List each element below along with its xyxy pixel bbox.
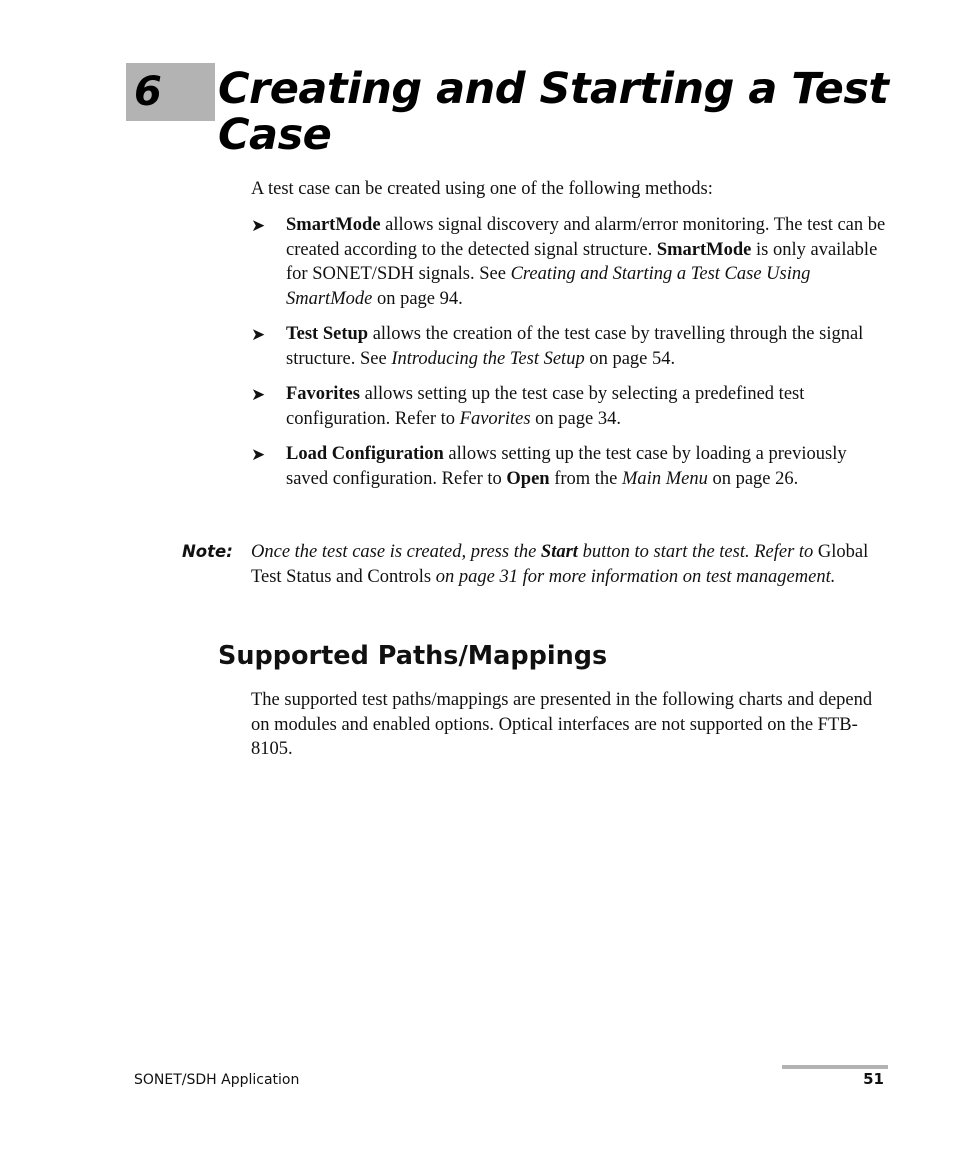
item-text: allows the creation of the test case by travelling through the signal structure. See: [286, 324, 864, 369]
chapter-title: Creating and Starting a Test Case: [218, 64, 889, 160]
list-item-favorites: [251, 382, 891, 431]
term-smartmode-2: SmartMode: [656, 239, 752, 260]
item-text: on page 34.: [530, 408, 621, 429]
item-text: on page 54.: [584, 348, 676, 369]
note-label: Note:: [182, 542, 233, 561]
section-paragraph: The supported test paths/mappings are presented in the following charts and depend on modules and enabled options. Optical interfaces are not supported on the FTB-8105.: [251, 690, 873, 759]
intro-paragraph: A test case can be created using one of the following methods:: [251, 179, 713, 199]
page-number: 51: [863, 1070, 884, 1088]
cross-reference-link[interactable]: Global Test Status and Controls: [251, 542, 869, 587]
term-load-configuration: Load Configuration: [286, 444, 444, 464]
list-item-load-configuration: [251, 442, 891, 491]
start-button-reference: Start: [540, 542, 578, 562]
arrow-bullet-icon: ➤: [251, 385, 266, 405]
item-text: allows setting up the test case by selecting a predefined test configuration. Refer to: [286, 384, 805, 429]
note-text-part: Once the test case is created, press the: [251, 542, 541, 562]
note-text-part: on page 31 for more information on test management.: [431, 566, 836, 587]
method-list: [251, 213, 891, 502]
term-favorites: Favorites: [286, 384, 360, 404]
item-text: from the: [549, 468, 623, 489]
note-text-part: button to start the test. Refer to: [577, 542, 818, 562]
footer-document-title: SONET/SDH Application: [134, 1072, 300, 1088]
item-text: allows setting up the test case by loading a previously saved configuration. Refer to: [286, 444, 847, 489]
item-text: allows signal discovery and alarm/error monitoring. The test can be created according to the detected signal structure.: [286, 215, 886, 260]
list-item-smartmode: [251, 213, 891, 311]
term-test-setup: Test Setup: [286, 324, 369, 344]
term-open: Open: [506, 468, 550, 489]
item-text: on page 94.: [372, 288, 463, 309]
item-text: is only available for SONET/SDH signals. See: [286, 239, 878, 284]
note-text: [251, 540, 891, 589]
list-item-test-setup: [251, 322, 891, 371]
arrow-bullet-icon: ➤: [251, 445, 266, 465]
arrow-bullet-icon: ➤: [251, 216, 266, 236]
cross-reference-link[interactable]: Creating and Starting a Test Case Using SmartMode: [286, 264, 811, 309]
item-text: on page 26.: [707, 468, 799, 489]
cross-reference-link[interactable]: Favorites: [459, 408, 531, 429]
cross-reference-link[interactable]: Introducing the Test Setup: [391, 348, 585, 369]
term-smartmode: SmartMode: [286, 215, 381, 235]
chapter-number: 6: [134, 69, 162, 115]
arrow-bullet-icon: ➤: [251, 325, 266, 345]
section-heading: Supported Paths/Mappings: [218, 641, 608, 671]
cross-reference-link[interactable]: Main Menu: [622, 468, 708, 489]
